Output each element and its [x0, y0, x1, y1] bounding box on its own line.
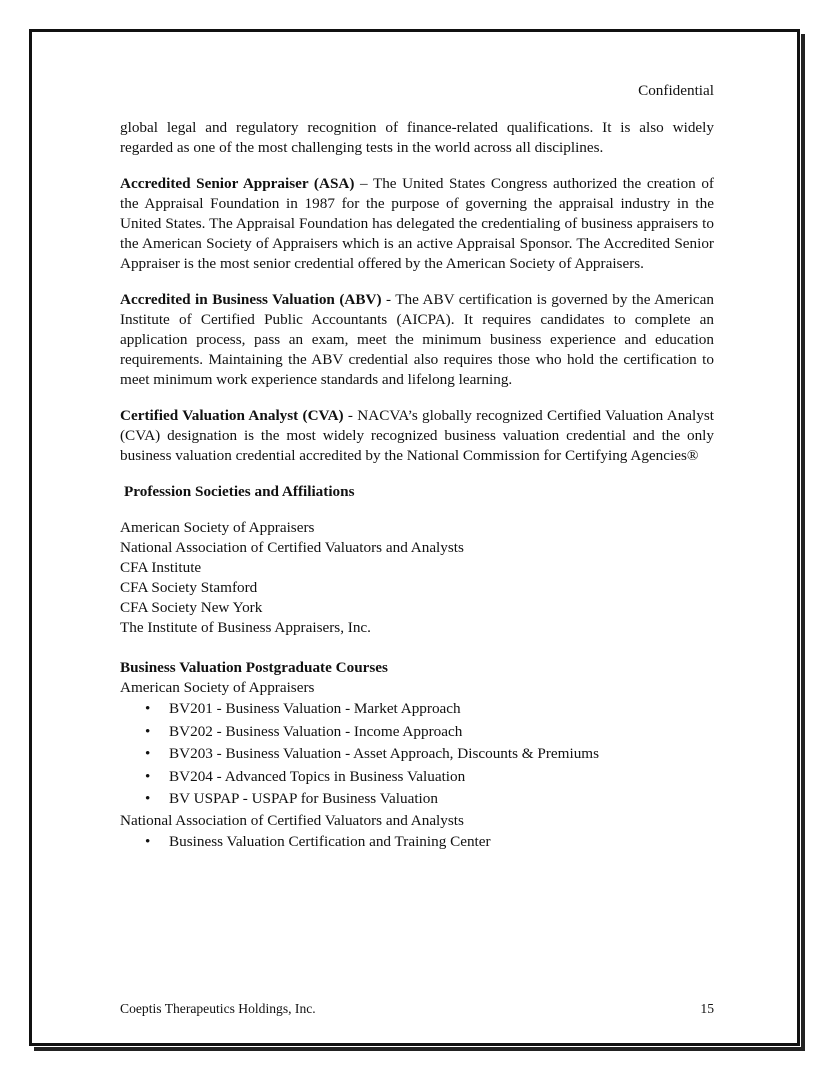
credential-abv-separator: -: [381, 291, 396, 308]
course-item: • BV203 - Business Valuation - Asset Approach, Discounts & Premiums: [169, 743, 714, 766]
courses-heading: Business Valuation Postgraduate Courses: [120, 659, 388, 676]
society-item: CFA Society New York: [120, 599, 263, 616]
society-item: CFA Institute: [120, 559, 202, 576]
credential-cva: [120, 406, 714, 466]
credential-asa-body: The United States Congress authorized the creation of the Appraisal Foundation in 1987 for the purpose of governing the appraisal industry in the United States. The Appraisal Foundation has delegated the credentialing of business appraisers to the American Society of Appraisers which is an active Appraisal Sponsor. The Accredited Senior Appraiser is the most senior credential offered by the American Society of Appraisers.: [120, 175, 714, 272]
society-item: The Institute of Business Appraisers, Inc.: [120, 619, 371, 636]
credential-asa-separator: –: [354, 175, 373, 192]
confidential-label: Confidential: [638, 82, 714, 99]
society-item: CFA Society Stamford: [120, 579, 258, 596]
course-list-asa: [120, 698, 714, 811]
society-item: American Society of Appraisers: [120, 519, 315, 536]
societies-heading: Profession Societies and Affiliations: [124, 483, 355, 500]
credential-abv-body: The ABV certification is governed by the American Institute of Certified Public Accountants (AICPA). It requires candidates to complete an application process, pass an exam, meet the minimum business experience and education requirements. Maintaining the ABV credential also requires those who hold the certification to meet minimum work experience standards and lifelong learning.: [120, 291, 714, 388]
credential-cva-separator: -: [343, 407, 358, 424]
credential-cva-title: Certified Valuation Analyst (CVA): [120, 407, 344, 424]
credential-asa: [120, 174, 714, 274]
credential-abv: [120, 290, 714, 390]
intro-paragraph: global legal and regulatory recognition of finance-related qualifications. It is also widely regarded as one of the most challenging tests in the world across all disciplines.: [120, 119, 714, 156]
course-org: American Society of Appraisers: [120, 679, 315, 696]
course-item: • BV201 - Business Valuation - Market Approach: [169, 698, 714, 721]
credential-cva-body: NACVA’s globally recognized Certified Valuation Analyst (CVA) designation is the most widely recognized business valuation credential and the only business valuation credential accredited by the National Commission for Certifying Agencies®: [120, 407, 714, 464]
course-item: • BV202 - Business Valuation - Income Approach: [169, 721, 714, 744]
credential-asa-title: Accredited Senior Appraiser (ASA): [120, 175, 355, 192]
footer-company: Coeptis Therapeutics Holdings, Inc.: [120, 1001, 316, 1016]
society-item: National Association of Certified Valuators and Analysts: [120, 539, 464, 556]
document-body: [120, 118, 714, 854]
credential-abv-title: Accredited in Business Valuation (ABV): [120, 291, 382, 308]
footer-page-number: 15: [700, 1001, 714, 1016]
societies-list: [120, 518, 714, 638]
course-item: • BV USPAP - USPAP for Business Valuation: [169, 788, 714, 811]
course-list-nacva: [120, 831, 714, 854]
course-org: National Association of Certified Valuators and Analysts: [120, 811, 464, 829]
course-item: • BV204 - Advanced Topics in Business Valuation: [169, 766, 714, 789]
course-item: • Business Valuation Certification and Training Center: [169, 831, 714, 854]
